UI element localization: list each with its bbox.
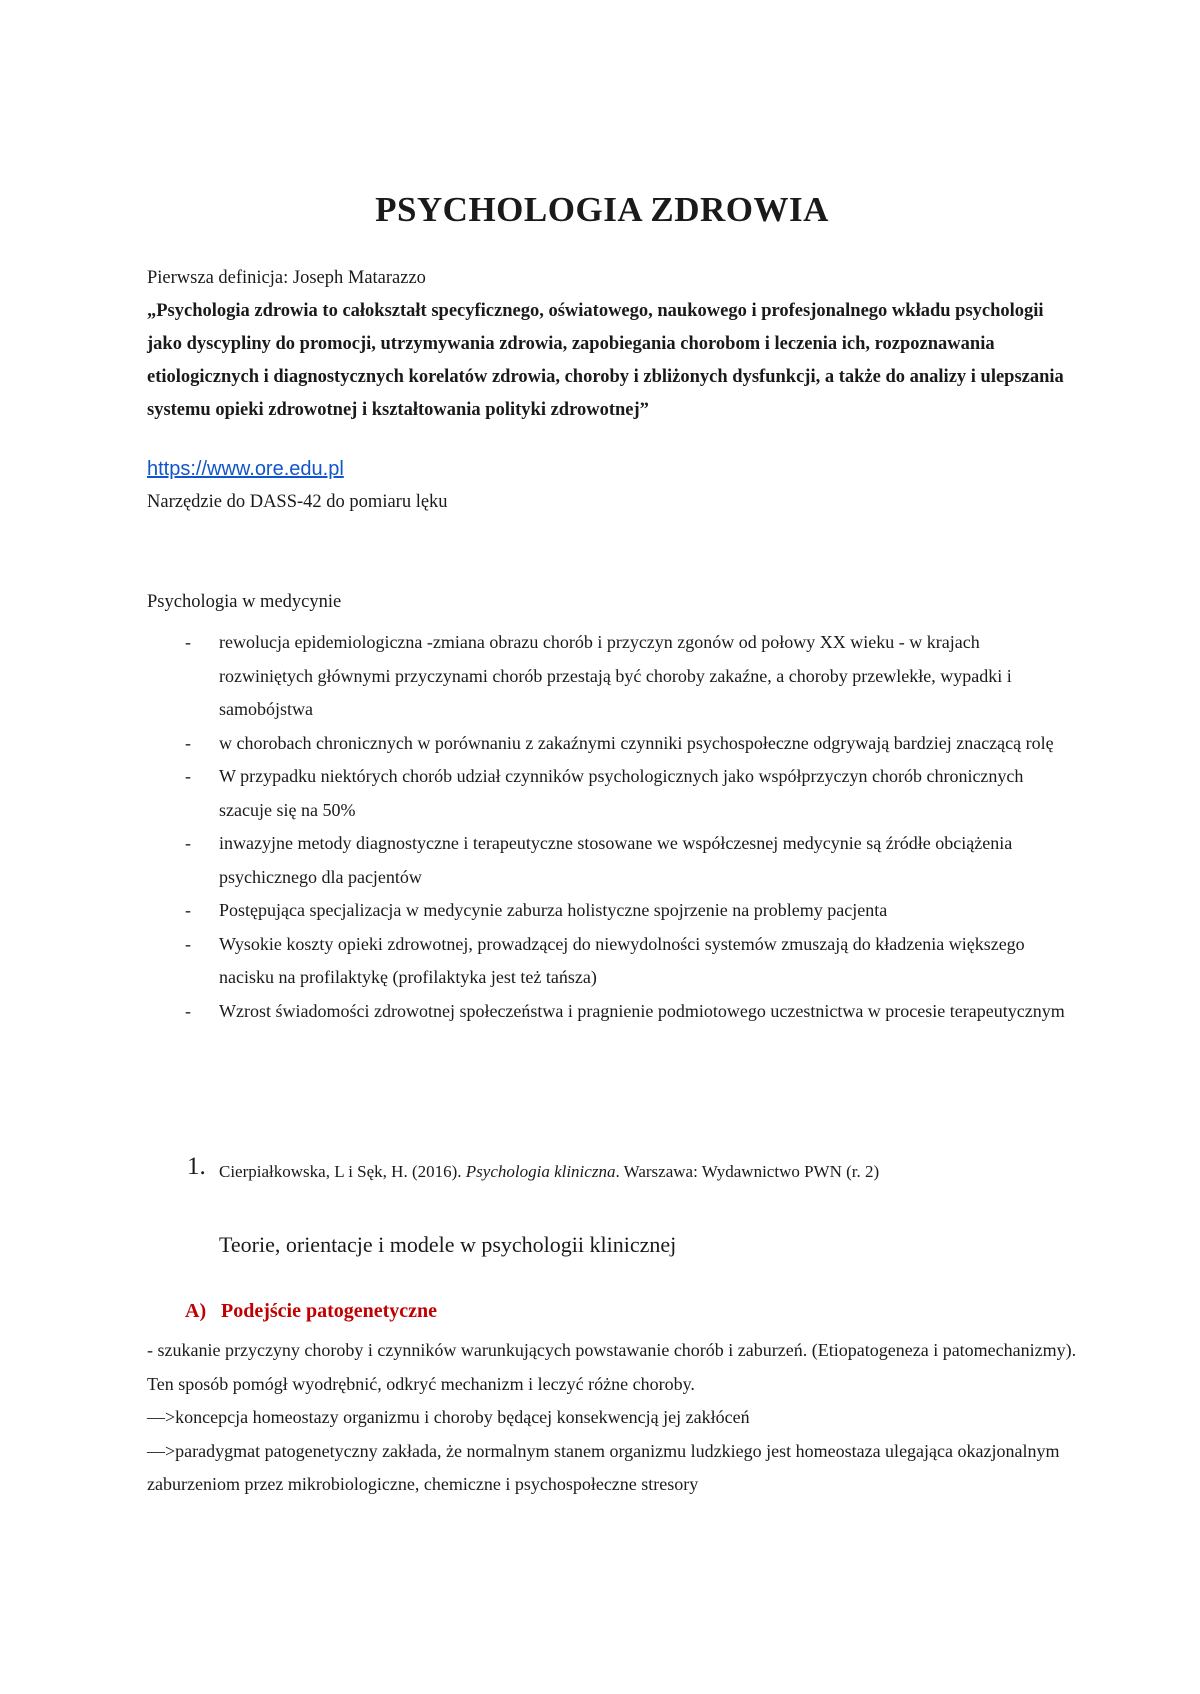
dash-bullet: - (185, 933, 191, 954)
definition-quote: „Psychologia zdrowia to całokształt specyficznego, oświatowego, naukowego i profesjonalnego wkładu psychologii jako dyscypliny do promocji, utrzymywania zdrowia, zapobiegania chorobom i leczenia ich, rozpoznawania etiologicznych i diagnostycznych korelatów zdrowia, choroby i zbliżonych dysfunkcji, a także do analizy i ulepszania systemu opieki zdrowotnej i kształtowania polityki zdrowotnej” (147, 301, 1064, 420)
section-subheading: Teorie, orientacje i modele w psychologii klinicznej (219, 1232, 677, 1257)
list-item (147, 894, 1077, 928)
list-item (147, 995, 1077, 1029)
definition-block (147, 262, 1077, 427)
page-title: PSYCHOLOGIA ZDROWIA (375, 190, 829, 229)
body-paragraph: —>paradygmat patogenetyczny zakłada, że normalnym stanem organizmu ludzkiego jest homeostaza ulegająca okazjonalnym zaburzeniom przez mikrobiologiczne, chemiczne i psychospołeczne stresory (147, 1440, 1060, 1494)
reference-entry (187, 1153, 1077, 1182)
list-item-text: Wysokie koszty opieki zdrowotnej, prowadzącej do niewydolności systemów zmuszają do kładzenia większego nacisku na profilaktykę (profilaktyka jest też tańsza) (219, 933, 1025, 987)
list-item (147, 727, 1077, 761)
definition-author: Pierwsza definicja: Joseph Matarazzo (147, 268, 426, 288)
reference-text (219, 1162, 879, 1182)
dash-bullet: - (185, 732, 191, 753)
approach-letter: A) (185, 1300, 207, 1322)
medicine-section-title: Psychologia w medycynie (147, 592, 342, 612)
reference-publisher: . Warszawa: Wydawnictwo PWN (r. 2) (615, 1162, 880, 1181)
list-item-text: inwazyjne metody diagnostyczne i terapeutyczne stosowane we współczesnej medycynie są źródłe obciążenia psychicznego dla pacjentów (219, 833, 1013, 887)
dash-bullet: - (185, 766, 191, 786)
body-paragraph: —>koncepcja homeostazy organizmu i choroby będącej konsekwencją jej zakłóceń (147, 1407, 750, 1427)
dash-bullet: - (185, 1000, 191, 1021)
list-item (147, 827, 1077, 894)
medicine-bullet-list (147, 626, 1077, 1028)
dass-tool-note: Narzędzie do DASS-42 do pomiaru lęku (147, 492, 448, 512)
list-item (147, 760, 1077, 827)
list-item-text: rewolucja epidemiologiczna -zmiana obrazu chorób i przyczyn zgonów od połowy XX wieku - w krajach rozwiniętych głównymi przyczynami chorób przestają być choroby zakaźne, a choroby przewlekłe, wypadki i samobójstwa (219, 632, 1012, 719)
list-item (147, 928, 1077, 995)
dash-bullet: - (185, 833, 191, 853)
dash-bullet: - (185, 632, 191, 652)
list-item-text: w chorobach chronicznych w porównaniu z zakaźnymi czynniki psychospołeczne odgrywają bardziej znaczącą rolę (219, 732, 1054, 753)
approach-title: Podejście patogenetyczne (221, 1300, 438, 1322)
approach-body (147, 1334, 1077, 1502)
approach-heading (185, 1300, 437, 1323)
list-item-text: Wzrost świadomości zdrowotnej społeczeństwa i pragnienie podmiotowego uczestnictwa w procesie terapeutycznym (219, 1000, 1065, 1021)
dash-bullet: - (185, 900, 191, 920)
ore-link[interactable]: https://www.ore.edu.pl (147, 458, 344, 480)
reference-number: 1. (187, 1153, 206, 1180)
reference-book-title: Psychologia kliniczna (465, 1162, 616, 1181)
list-item (147, 626, 1077, 727)
reference-authors: Cierpiałkowska, L i Sęk, H. (2016). (219, 1162, 466, 1181)
list-item-text: Postępująca specjalizacja w medycynie zaburza holistyczne spojrzenie na problemy pacjenta (219, 900, 888, 920)
body-paragraph: - szukanie przyczyny choroby i czynników warunkujących powstawanie chorób i zaburzeń. (Etiopatogeneza i patomechanizmy). Ten sposób pomógł wyodrębnić, odkryć mechanizm i leczyć różne choroby. (147, 1340, 1077, 1394)
list-item-text: W przypadku niektórych chorób udział czynników psychologicznych jako współprzyczyn chorób chronicznych szacuje się na 50% (219, 766, 1024, 820)
